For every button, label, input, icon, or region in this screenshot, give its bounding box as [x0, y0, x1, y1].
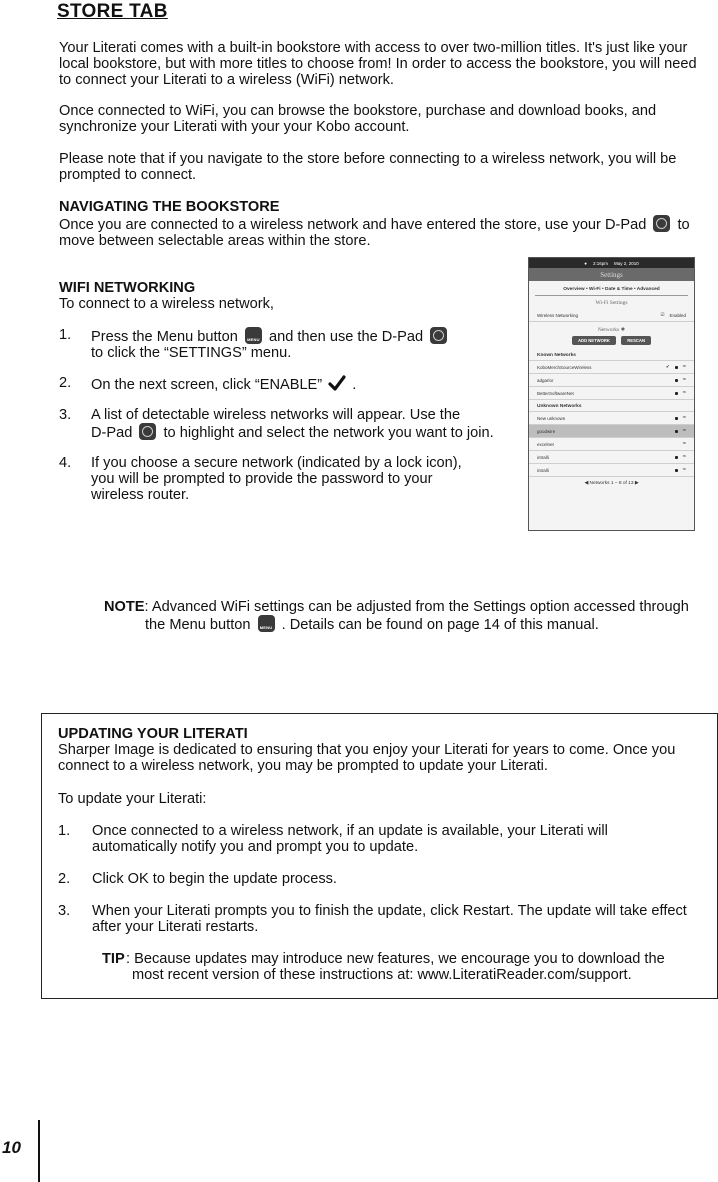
lock-icon [675, 366, 678, 369]
device-pager [529, 477, 694, 486]
wifi-step-4 [59, 455, 479, 503]
wifi-icon: ≈ [682, 428, 686, 434]
update-step-1 [58, 823, 668, 855]
step-number: 2. [58, 871, 71, 887]
intro-paragraph-1: Your Literati comes with a built-in bookstore with access to over two-million titles. It's just like your local bookstore, but with more titles to choose from! In order to access the bookstore, you will need to connect your Literati to a wireless (WiFi) network. [59, 40, 697, 88]
prev-page-icon: ◀ [584, 481, 589, 486]
network-row [529, 374, 694, 387]
tip-label: TIP [102, 951, 125, 967]
note-label: NOTE [104, 599, 145, 615]
networks-title-text: Networks [597, 327, 620, 333]
unknown-networks-heading: Unknown Networks [529, 400, 694, 412]
add-network-button: ADD NETWORK [572, 336, 616, 345]
checkbox-checked-icon: ☑ [660, 312, 665, 317]
navigating-heading: NAVIGATING THE BOOKSTORE [59, 199, 280, 215]
wifi-step-2 [59, 375, 499, 393]
device-status-bar [529, 258, 694, 268]
wifi-icon: ≈ [682, 467, 686, 473]
step-number: 4. [59, 455, 72, 471]
page-number-rule [38, 1120, 40, 1182]
update-step-2 [58, 871, 668, 887]
lock-icon [675, 469, 678, 472]
enabled-label: Enabled [669, 312, 686, 318]
wifi-step-3 [59, 407, 509, 441]
network-row [529, 464, 694, 477]
step-text: If you choose a secure network (indicated by a lock icon), you will be prompted to provide the password to your wireless router. [91, 455, 462, 503]
step-text: On the next screen, click “ENABLE” [91, 377, 323, 393]
step-text: to highlight and select the network you want to join. [163, 425, 494, 441]
step-text: D-Pad [91, 425, 133, 441]
device-settings-screenshot [528, 257, 695, 531]
step-number: 2. [59, 375, 72, 391]
step-number: 3. [58, 903, 71, 919]
step-text: When your Literati prompts you to finish the update, click Restart. The update will take effect after your Literati restarts. [92, 903, 687, 935]
intro-paragraph-3: Please note that if you navigate to the store before connecting to a wireless network, you will be prompted to connect. [59, 151, 677, 183]
wifi-intro: To connect to a wireless network, [59, 296, 274, 312]
network-name: intralli [537, 467, 549, 473]
update-step-3 [58, 903, 698, 935]
checkmark-icon [328, 375, 346, 392]
updating-section [58, 726, 703, 774]
status-time: 2:16pm [592, 260, 608, 266]
step-number: 1. [59, 327, 72, 343]
device-tabs: Overview • Wi-Fi • Date & Time • Advanced [563, 287, 660, 292]
wifi-icon: ≈ [682, 454, 686, 460]
navigating-text-2: to move between selectable areas within the store. [59, 217, 690, 249]
network-name: excelnet [537, 441, 554, 447]
network-name: goodwire [537, 428, 556, 434]
next-page-icon: ▶ [634, 481, 639, 486]
updating-heading: UPDATING YOUR LITERATI [58, 726, 248, 742]
network-row [529, 412, 694, 425]
note-text: : Advanced WiFi settings can be adjusted from the Settings option accessed through [144, 599, 689, 615]
status-date: May 2, 2010 [613, 260, 639, 266]
network-name: BetterSoftwareNet [537, 390, 574, 396]
step-text: and then use the D-Pad [268, 329, 424, 345]
lock-icon [675, 456, 678, 459]
networks-title [529, 322, 694, 336]
page-number: 10 [2, 1138, 21, 1157]
wifi-section [59, 280, 514, 312]
dpad-icon [430, 327, 447, 344]
wifi-icon: ≈ [682, 415, 686, 421]
tip-text: : Because updates may introduce new features, we encourage you to download the most recent version of these instructions at: www.LiteratiReader.com/support. [126, 951, 665, 983]
step-text: A list of detectable wireless networks will appear. Use the [91, 407, 461, 423]
note-text: the Menu button [145, 617, 251, 633]
wireless-networking-row [529, 309, 694, 322]
step-number: 3. [59, 407, 72, 423]
dpad-icon [653, 215, 670, 232]
lock-icon [675, 379, 678, 382]
lock-icon [675, 417, 678, 420]
step-text: to click the “SETTINGS” menu. [91, 345, 292, 361]
step-text: Once connected to a wireless network, if an update is available, your Literati will automatically notify you and prompt you to update. [92, 823, 608, 855]
rescan-button: RESCAN [621, 336, 651, 345]
step-text: Press the Menu button [91, 329, 238, 345]
network-name: adgarlor [537, 377, 554, 383]
wifi-heading: WIFI NETWORKING [59, 280, 196, 296]
menu-button-icon [245, 327, 262, 344]
step-text: . [352, 377, 357, 393]
wifi-settings-title: Wi-Fi Settings [595, 300, 628, 306]
page-title: STORE TAB [57, 1, 168, 22]
dpad-icon [139, 423, 156, 440]
tip [102, 951, 692, 983]
network-buttons [529, 336, 694, 349]
wifi-icon: ≈ [682, 441, 686, 447]
spinner-icon: ✹ [620, 327, 626, 333]
wifi-icon: ≈ [682, 377, 686, 383]
updating-paragraph: Sharper Image is dedicated to ensuring that you enjoy your Literati for years to come. Once you connect to a wireless network, you may be prompted to update your Literati. [58, 742, 676, 774]
wifi-status-icon: ● [584, 260, 587, 266]
network-row [529, 361, 694, 374]
step-text: Click OK to begin the update process. [92, 871, 337, 887]
device-header: Settings [529, 268, 694, 281]
step-number: 1. [58, 823, 71, 839]
network-name: New unknown [537, 415, 566, 421]
note-text: . Details can be found on page 14 of this manual. [281, 617, 599, 633]
wifi-icon: ≈ [682, 390, 686, 396]
lock-icon [675, 392, 678, 395]
note [104, 599, 704, 633]
wifi-step-1 [59, 327, 499, 361]
pager-text: Networks 1 – 8 of 13 [589, 481, 634, 486]
network-row [529, 438, 694, 451]
navigating-section [59, 199, 704, 249]
network-row [529, 451, 694, 464]
check-icon: ✔ [665, 364, 670, 369]
known-networks-heading: Known Networks [529, 349, 694, 361]
menu-button-icon [258, 615, 275, 632]
wifi-icon: ≈ [682, 364, 686, 370]
network-name: KoboMerchSourceWireless [537, 364, 592, 370]
network-row [529, 387, 694, 400]
network-row-selected [529, 425, 694, 438]
wireless-label: Wireless Networking [537, 312, 579, 318]
lock-icon [675, 430, 678, 433]
network-name: intralli [537, 454, 549, 460]
navigating-text: Once you are connected to a wireless network and have entered the store, use your D-Pad [59, 217, 647, 233]
intro-paragraph-2: Once connected to WiFi, you can browse the bookstore, purchase and download books, and synchronize your Literati with your your Kobo account. [59, 103, 657, 135]
updating-subheading: To update your Literati: [58, 791, 207, 807]
